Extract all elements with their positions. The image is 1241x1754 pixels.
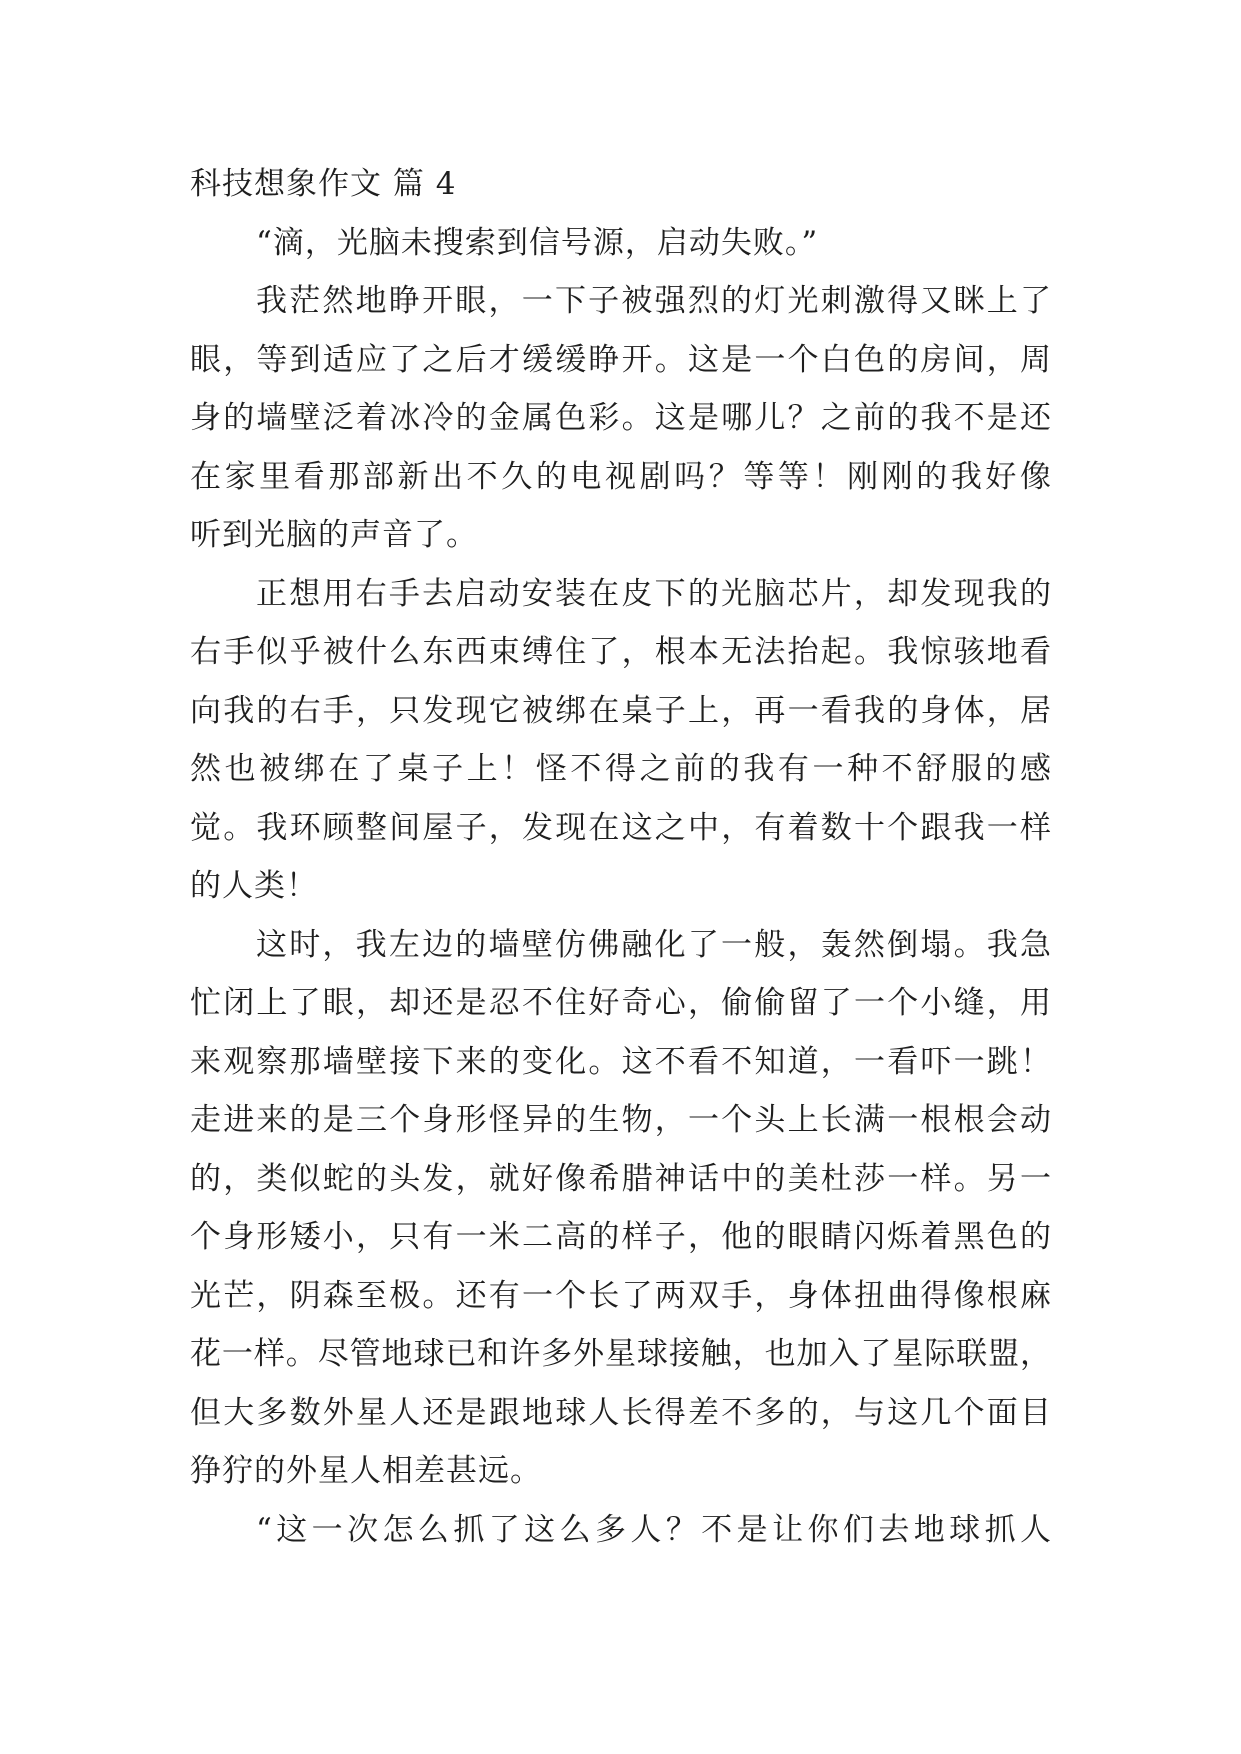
paragraph-line: 向我的右手，只发现它被绑在桌子上，再一看我的身体，居	[190, 692, 1051, 729]
paragraph-line: 身的墙壁泛着冰冷的金属色彩。这是哪儿？之前的我不是还	[190, 400, 1051, 436]
paragraph-line: 但大多数外星人还是跟地球人长得差不多的，与这几个面目	[190, 1394, 1051, 1431]
paragraph-line: “这一次怎么抓了这么多人？不是让你们去地球抓人	[256, 1511, 1051, 1548]
paragraph-line: 的，类似蛇的头发，就好像希腊神话中的美杜莎一样。另一	[190, 1160, 1051, 1197]
paragraph-4	[190, 916, 1051, 1501]
paragraph-line: 右手似乎被什么东西束缚住了，根本无法抬起。我惊骇地看	[190, 634, 1051, 670]
paragraph-line: 觉。我环顾整间屋子，发现在这之中，有着数十个跟我一样	[190, 809, 1051, 846]
paragraph-line: “滴，光脑未搜索到信号源，启动失败。”	[256, 224, 819, 261]
paragraph-5	[190, 1501, 1051, 1560]
paragraph-line: 来观察那墙壁接下来的变化。这不看不知道，一看吓一跳！	[190, 1043, 1051, 1080]
paragraph-line: 光芒，阴森至极。还有一个长了两双手，身体扭曲得像根麻	[190, 1277, 1051, 1314]
document-title: 科技想象作文 篇 4	[190, 166, 457, 202]
paragraph-line: 正想用右手去启动安装在皮下的光脑芯片，却发现我的	[256, 575, 1051, 612]
paragraph-line: 眼，等到适应了之后才缓缓睁开。这是一个白色的房间，周	[190, 341, 1051, 378]
paragraph-2	[190, 272, 1051, 565]
paragraph-line: 个身形矮小，只有一米二高的样子，他的眼睛闪烁着黑色的	[190, 1219, 1051, 1255]
paragraph-line: 狰狞的外星人相差甚远。	[190, 1453, 542, 1489]
paragraph-1	[190, 214, 1051, 273]
paragraph-line: 走进来的是三个身形怪异的生物，一个头上长满一根根会动	[190, 1102, 1051, 1138]
paragraph-line: 忙闭上了眼，却还是忍不住好奇心，偷偷留了一个小缝，用	[190, 985, 1051, 1021]
paragraph-line: 我茫然地睁开眼，一下子被强烈的灯光刺激得又眯上了	[256, 283, 1051, 319]
paragraph-3	[190, 565, 1051, 916]
paragraph-line: 在家里看那部新出不久的电视剧吗？等等！刚刚的我好像	[190, 458, 1051, 495]
paragraph-line: 的人类！	[190, 868, 318, 904]
paragraph-line: 花一样。尽管地球已和许多外星球接触，也加入了星际联盟，	[190, 1336, 1051, 1372]
paragraph-line: 听到光脑的声音了。	[190, 517, 478, 553]
document-body	[190, 155, 1051, 1559]
paragraph-line: 然也被绑在了桌子上！怪不得之前的我有一种不舒服的感	[190, 751, 1051, 787]
paragraph-line: 这时，我左边的墙壁仿佛融化了一般，轰然倒塌。我急	[256, 926, 1051, 963]
